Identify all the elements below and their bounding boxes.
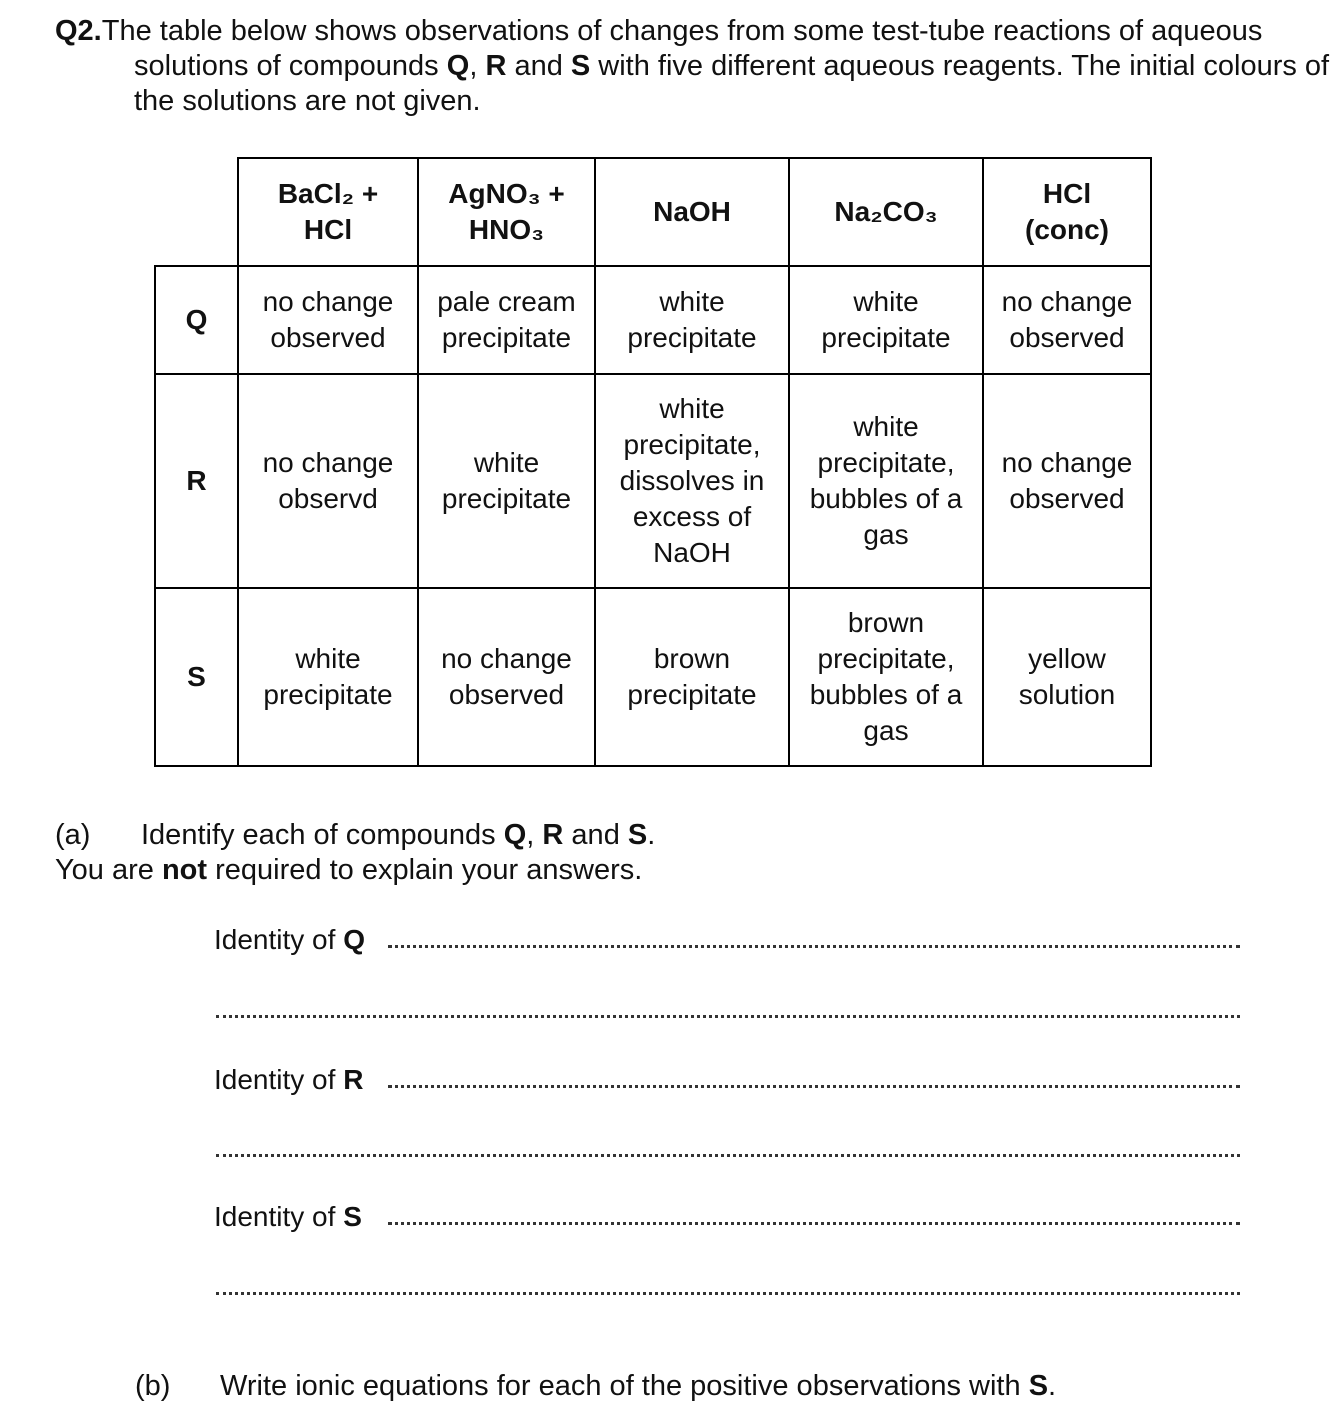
part-a-text: . xyxy=(647,819,656,851)
question-intro xyxy=(55,14,1329,119)
header-na2co3 xyxy=(789,158,983,266)
cell-line: no change xyxy=(262,286,394,317)
intro-line-2 xyxy=(55,49,1329,84)
table-cell xyxy=(418,588,595,766)
cell-line: yellow xyxy=(1028,643,1106,674)
answer-line-q2[interactable] xyxy=(216,1015,1240,1018)
part-a-text: and xyxy=(563,819,628,851)
cell-line: dissolves in xyxy=(619,465,765,496)
table-cell xyxy=(595,374,789,588)
table-row xyxy=(155,266,1151,374)
cell-line: observed xyxy=(1009,322,1125,353)
question-number: Q2. xyxy=(55,15,102,47)
table-cell xyxy=(595,588,789,766)
table-header-row xyxy=(155,158,1151,266)
part-a-s: S xyxy=(627,819,648,851)
cell-line: gas xyxy=(863,715,909,746)
cell-line: bubbles of a xyxy=(809,483,963,514)
answer-line-q1[interactable] xyxy=(388,945,1240,948)
part-b-text: Write ionic equations for each of the positive observations with xyxy=(220,1370,1029,1402)
header-text: HNO₃ xyxy=(468,214,545,245)
intro-line-1 xyxy=(55,14,1329,49)
table-cell xyxy=(983,374,1151,588)
identity-s-letter: S xyxy=(343,1201,362,1232)
table-cell xyxy=(418,374,595,588)
cell-line: precipitate xyxy=(263,679,393,710)
intro-line-3: the solutions are not given. xyxy=(134,85,481,117)
intro-text-2b: , xyxy=(469,50,486,82)
part-a-not: not xyxy=(161,854,208,886)
answer-line-s2[interactable] xyxy=(216,1292,1240,1295)
table-row xyxy=(155,374,1151,588)
part-a-line-1 xyxy=(55,818,655,853)
identity-prefix: Identity of xyxy=(214,924,344,955)
cell-line: white xyxy=(473,447,540,478)
cell-line: observed xyxy=(270,322,386,353)
header-text: Na₂CO₃ xyxy=(834,196,938,227)
cell-line: no change xyxy=(262,447,394,478)
table-cell xyxy=(238,588,418,766)
cell-line: gas xyxy=(863,519,909,550)
identity-r-label xyxy=(214,1064,363,1096)
cell-line: brown xyxy=(653,643,731,674)
intro-text-2d: with five different aqueous reagents. The initial colours of xyxy=(590,50,1330,82)
part-a-text: , xyxy=(526,819,543,851)
part-b-prompt xyxy=(135,1370,1056,1403)
table-cell xyxy=(238,374,418,588)
cell-line: no change xyxy=(1001,286,1133,317)
observations-table xyxy=(154,157,1152,767)
cell-line: no change xyxy=(1001,447,1133,478)
part-b-label: (b) xyxy=(135,1370,171,1402)
cell-line: observed xyxy=(1009,483,1125,514)
identity-prefix: Identity of xyxy=(214,1064,344,1095)
cell-line: white xyxy=(853,411,919,442)
table-cell xyxy=(789,588,983,766)
table-cell xyxy=(418,266,595,374)
compound-s: S xyxy=(570,50,591,82)
table-row xyxy=(155,588,1151,766)
identity-q-letter: Q xyxy=(343,924,365,955)
identity-r-letter: R xyxy=(343,1064,364,1095)
cell-line: white xyxy=(659,393,725,424)
part-a-text: You are xyxy=(55,854,162,886)
cell-line: precipitate xyxy=(821,322,951,353)
header-agno3-hno3 xyxy=(418,158,595,266)
part-a-line-2 xyxy=(55,853,655,888)
cell-line: white xyxy=(295,643,361,674)
part-a-label: (a) xyxy=(55,819,91,851)
part-a-text: Identify each of compounds xyxy=(141,819,504,851)
cell-line: observd xyxy=(278,483,378,514)
cell-line: no change xyxy=(441,643,572,674)
part-a-q: Q xyxy=(503,819,527,851)
cell-line: white xyxy=(659,286,725,317)
header-text: HCl xyxy=(303,214,353,245)
answer-line-r2[interactable] xyxy=(216,1154,1240,1157)
cell-line: precipitate, xyxy=(623,429,761,460)
cell-line: excess of xyxy=(632,501,752,532)
row-label-s: S xyxy=(155,588,238,766)
part-a-prompt xyxy=(55,818,655,888)
cell-line: precipitate xyxy=(441,483,572,514)
intro-text-1: The table below shows observations of changes from some test-tube reactions of aqueous xyxy=(101,15,1263,47)
identity-q-label xyxy=(214,924,365,956)
cell-line: precipitate xyxy=(627,679,757,710)
row-label-r: R xyxy=(155,374,238,588)
part-b-s: S xyxy=(1028,1370,1049,1402)
header-text: AgNO₃ + xyxy=(448,178,565,209)
part-a-text: required to explain your answers. xyxy=(207,854,643,886)
compound-r: R xyxy=(485,50,507,82)
cell-line: bubbles of a xyxy=(809,679,963,710)
table-cell xyxy=(595,266,789,374)
part-b-text: . xyxy=(1048,1370,1057,1402)
table-cell xyxy=(238,266,418,374)
table-cell xyxy=(983,266,1151,374)
identity-s-label xyxy=(214,1201,362,1233)
row-label-q: Q xyxy=(155,266,238,374)
cell-line: precipitate xyxy=(441,322,572,353)
cell-line: pale cream xyxy=(437,286,576,317)
header-hcl-conc xyxy=(983,158,1151,266)
header-bacl2-hcl xyxy=(238,158,418,266)
table-cell xyxy=(789,374,983,588)
identity-prefix: Identity of xyxy=(214,1201,344,1232)
answer-line-s1[interactable] xyxy=(388,1222,1240,1225)
cell-line: precipitate xyxy=(627,322,757,353)
part-a-r: R xyxy=(542,819,564,851)
cell-line: white xyxy=(853,286,919,317)
header-text: (conc) xyxy=(1025,214,1109,245)
cell-line: precipitate, xyxy=(817,447,955,478)
cell-line: precipitate, xyxy=(817,643,955,674)
table-cell xyxy=(789,266,983,374)
cell-line: brown xyxy=(847,607,925,638)
compound-q: Q xyxy=(446,50,470,82)
header-corner xyxy=(155,158,238,266)
header-text: BaCl₂ + xyxy=(277,178,379,209)
cell-line: NaOH xyxy=(653,537,731,568)
answer-line-r1[interactable] xyxy=(388,1085,1240,1088)
header-naoh xyxy=(595,158,789,266)
cell-line: observed xyxy=(448,679,565,710)
header-text: NaOH xyxy=(653,196,731,227)
intro-text-2c: and xyxy=(506,50,571,82)
header-text: HCl xyxy=(1042,178,1092,209)
intro-text-2a: solutions of compounds xyxy=(134,50,447,82)
table-cell xyxy=(983,588,1151,766)
cell-line: solution xyxy=(1018,679,1116,710)
